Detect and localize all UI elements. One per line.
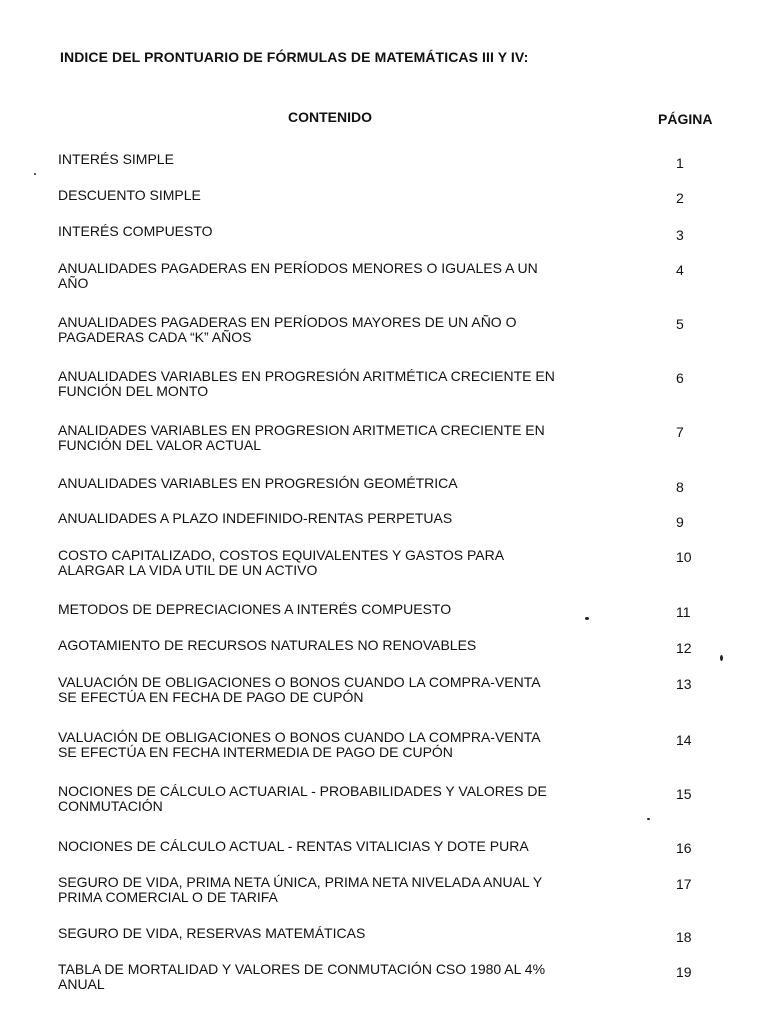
toc-entry-page: 4 — [676, 262, 684, 278]
toc-entry-title: ANUALIDADES PAGADERAS EN PERÍODOS MENORES O IGUALES A UN AÑO — [58, 260, 538, 291]
toc-entry-title: INTERÉS COMPUESTO — [58, 223, 213, 239]
column-header-contenido: CONTENIDO — [288, 109, 372, 125]
toc-entry-page: 5 — [676, 316, 684, 332]
toc-entry-page: 6 — [676, 370, 684, 386]
toc-entry — [58, 315, 698, 355]
toc-entry-page: 7 — [676, 424, 684, 440]
toc-entry-title: COSTO CAPITALIZADO, COSTOS EQUIVALENTES Y GASTOS PARA ALARGAR LA VIDA UTIL DE UN ACTIVO — [58, 547, 505, 578]
toc-entry — [58, 839, 698, 879]
toc-entry-title: ANALIDADES VARIABLES EN PROGRESION ARITMETICA CRECIENTE EN FUNCIÓN DEL VALOR ACTUAL — [58, 422, 545, 453]
toc-entry — [58, 730, 698, 770]
toc-entry — [58, 875, 698, 915]
column-header-pagina: PÁGINA — [658, 111, 713, 127]
toc-entry-page: 1 — [676, 155, 684, 171]
toc-entry-page: 15 — [676, 786, 692, 802]
toc-entry-page: 14 — [676, 732, 692, 748]
toc-entry-page: 10 — [676, 549, 692, 565]
toc-entry-title: NOCIONES DE CÁLCULO ACTUAL - RENTAS VITALICIAS Y DOTE PURA — [58, 838, 529, 854]
scan-speck — [720, 655, 723, 661]
toc-entry-title: SEGURO DE VIDA, RESERVAS MATEMÁTICAS — [58, 925, 366, 941]
toc-entry — [58, 962, 698, 1002]
toc-entry — [58, 548, 698, 588]
scan-speck — [585, 617, 589, 620]
toc-entry — [58, 261, 698, 301]
toc-entry — [58, 675, 698, 715]
toc-entry — [58, 511, 698, 551]
toc-entry-page: 11 — [676, 604, 691, 620]
scan-speck — [647, 818, 650, 820]
toc-entry-title: AGOTAMIENTO DE RECURSOS NATURALES NO RENOVABLES — [58, 637, 477, 653]
toc-entry-page: 8 — [676, 479, 684, 495]
toc-entry-page: 3 — [676, 227, 684, 243]
toc-entry-page: 19 — [676, 964, 692, 980]
toc-entry-title: DESCUENTO SIMPLE — [58, 187, 201, 203]
toc-entry-title: INTERÉS SIMPLE — [58, 151, 174, 167]
toc-entry-title: ANUALIDADES A PLAZO INDEFINIDO-RENTAS PERPETUAS — [58, 510, 453, 526]
toc-entry-title: ANUALIDADES PAGADERAS EN PERÍODOS MAYORES DE UN AÑO O PAGADERAS CADA “K” AÑOS — [58, 314, 517, 345]
toc-entry-title: ANUALIDADES VARIABLES EN PROGRESIÓN ARITMÉTICA CRECIENTE EN FUNCIÓN DEL MONTO — [58, 368, 555, 399]
document-title: INDICE DEL PRONTUARIO DE FÓRMULAS DE MATEMÁTICAS III Y IV: — [60, 49, 529, 65]
toc-entry — [58, 369, 698, 409]
toc-entry — [58, 602, 698, 642]
toc-entry-title: METODOS DE DEPRECIACIONES A INTERÉS COMPUESTO — [58, 601, 452, 617]
toc-entry-page: 16 — [676, 840, 692, 856]
toc-entry-title: VALUACIÓN DE OBLIGACIONES O BONOS CUANDO LA COMPRA-VENTA SE EFECTÚA EN FECHA DE PAGO DE CUPÓN — [58, 674, 541, 705]
toc-entry — [58, 188, 698, 228]
toc-entry-title: ANUALIDADES VARIABLES EN PROGRESIÓN GEOMÉTRICA — [58, 475, 458, 491]
toc-entry-title: NOCIONES DE CÁLCULO ACTUARIAL - PROBABILIDADES Y VALORES DE CONMUTACIÓN — [58, 783, 547, 814]
toc-entry — [58, 784, 698, 824]
toc-entry-page: 12 — [676, 640, 692, 656]
toc-entry-title: VALUACIÓN DE OBLIGACIONES O BONOS CUANDO LA COMPRA-VENTA SE EFECTÚA EN FECHA INTERMEDIA DE PAGO DE CUPÓN — [58, 729, 541, 760]
toc-entry-title: TABLA DE MORTALIDAD Y VALORES DE CONMUTACIÓN CSO 1980 AL 4% ANUAL — [58, 961, 546, 992]
toc-entry-page: 13 — [676, 676, 692, 692]
toc-entry — [58, 423, 698, 463]
toc-entry — [58, 638, 698, 678]
toc-entry-title: SEGURO DE VIDA, PRIMA NETA ÚNICA, PRIMA NETA NIVELADA ANUAL Y PRIMA COMERCIAL O DE TARIFA — [58, 874, 543, 905]
toc-entry — [58, 224, 698, 264]
toc-entry-page: 18 — [676, 929, 692, 945]
toc-entry-page: 2 — [676, 190, 684, 206]
toc-entry — [58, 152, 698, 192]
toc-entry-page: 9 — [676, 514, 684, 530]
toc-entry-page: 17 — [676, 876, 692, 892]
toc-entry — [58, 926, 698, 966]
scan-speck — [34, 173, 36, 175]
